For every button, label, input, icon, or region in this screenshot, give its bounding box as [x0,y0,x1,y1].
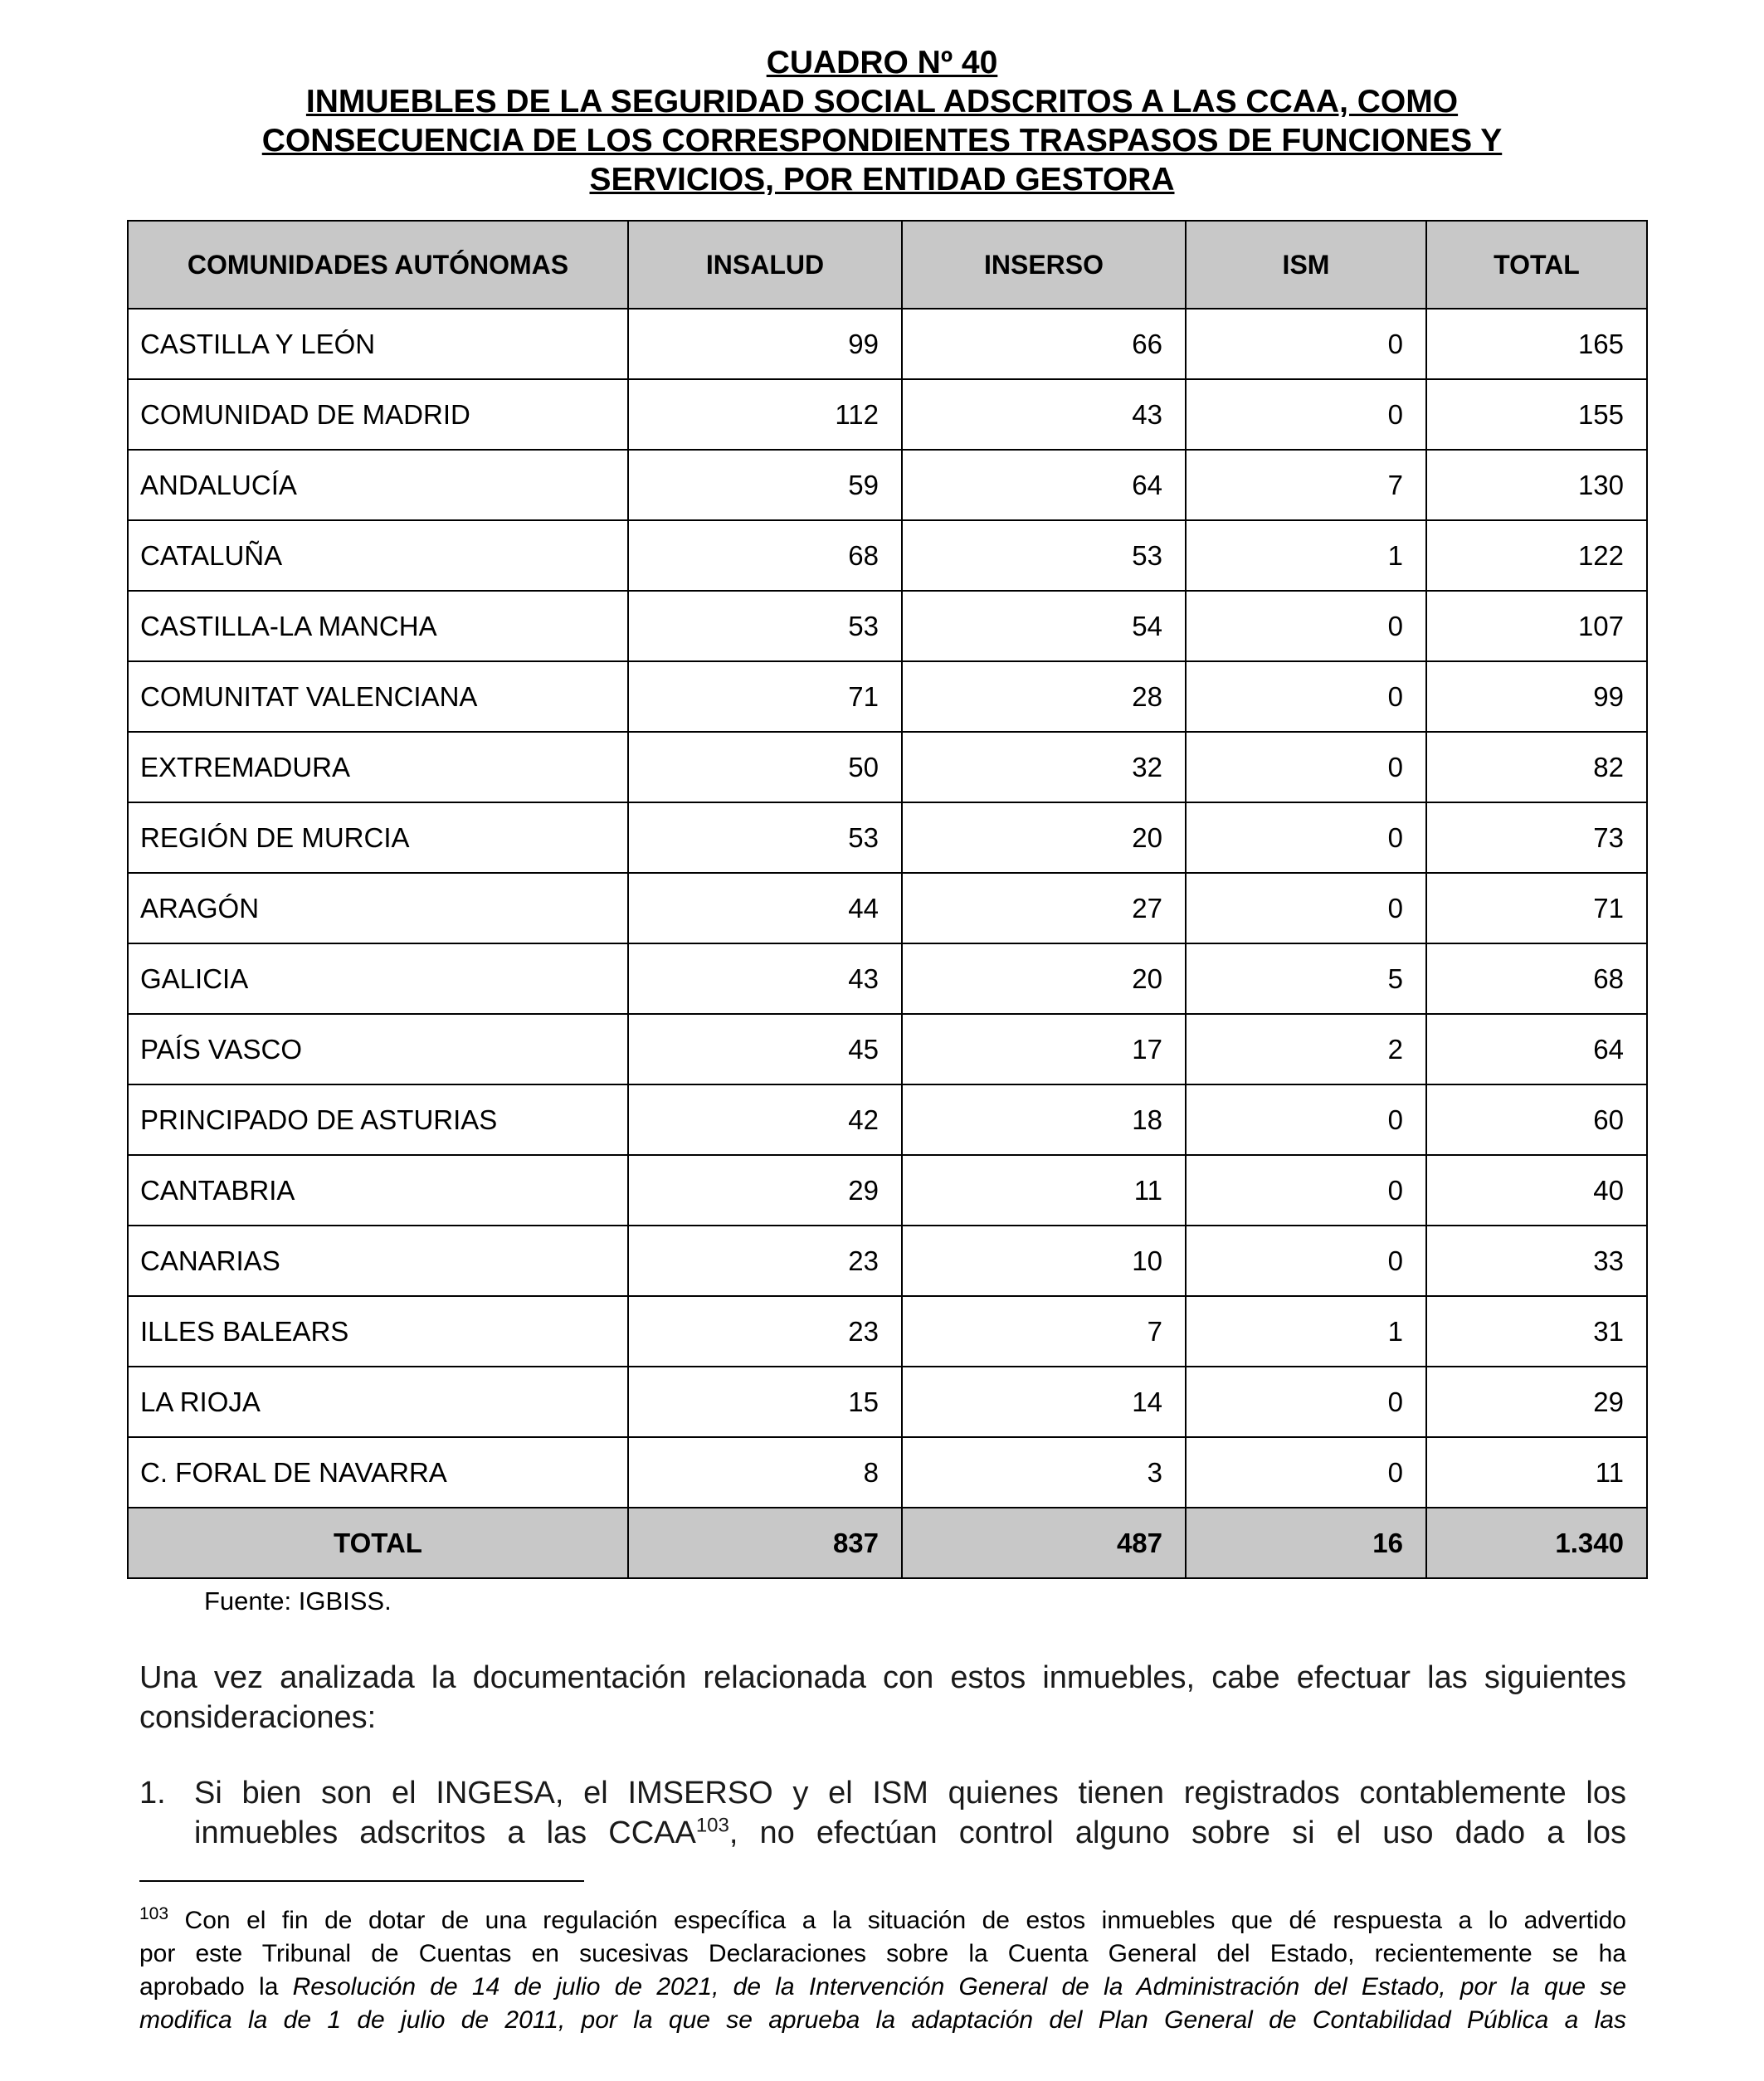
value-cell: 0 [1186,309,1426,379]
value-cell: 0 [1186,1437,1426,1508]
value-cell: 54 [902,591,1186,661]
table-row [128,1296,1647,1367]
paragraph-intro: Una vez analizada la documentación relacionada con estos inmuebles, cabe efectuar las siguientes consideraciones: [139,1660,1626,1735]
table-header-row [128,221,1647,309]
table-row [128,802,1647,873]
list-item-line-1: Si bien son el INGESA, el IMSERSO y el ISM quienes tienen registrados contablemente los [194,1776,1626,1811]
value-cell: 99 [628,309,902,379]
value-cell: 14 [902,1367,1186,1437]
value-cell: 8 [628,1437,902,1508]
region-name-cell: ARAGÓN [128,873,628,943]
table-total-row [128,1508,1647,1578]
value-cell: 0 [1186,591,1426,661]
value-cell: 28 [902,661,1186,732]
value-cell: 73 [1426,802,1647,873]
table-title [124,43,1640,199]
footnote-text-4: modifica la de 1 de julio de 2011, por la que se aprueba la adaptación del Plan General de Contabilidad Pública a las [139,2006,1626,2034]
table-row [128,1014,1647,1084]
value-cell: 17 [902,1014,1186,1084]
value-cell: 0 [1186,1226,1426,1296]
value-cell: 0 [1186,379,1426,450]
value-cell: 53 [628,802,902,873]
footnote-103 [139,1904,1626,2037]
value-cell: 29 [1426,1367,1647,1437]
footnote-ref[interactable]: 103 [695,1814,729,1837]
title-line-1: CUADRO Nº 40 [766,45,998,80]
value-cell: 11 [902,1155,1186,1226]
table-row [128,732,1647,802]
value-cell: 53 [628,591,902,661]
value-cell: 31 [1426,1296,1647,1367]
footnote-number: 103 [139,1904,169,1923]
value-cell: 107 [1426,591,1647,661]
value-cell: 165 [1426,309,1647,379]
table-row [128,1155,1647,1226]
value-cell: 43 [628,943,902,1014]
region-name-cell: LA RIOJA [128,1367,628,1437]
table-row [128,1367,1647,1437]
region-name-cell: PAÍS VASCO [128,1014,628,1084]
region-name-cell: EXTREMADURA [128,732,628,802]
value-cell: 43 [902,379,1186,450]
footnote-text-3a: aprobado la [139,1973,293,2001]
value-cell: 45 [628,1014,902,1084]
value-cell: 27 [902,873,1186,943]
value-cell: 64 [1426,1014,1647,1084]
footnote-line-4 [139,2004,1626,2037]
value-cell: 20 [902,802,1186,873]
table-row [128,873,1647,943]
value-cell: 112 [628,379,902,450]
value-cell: 32 [902,732,1186,802]
region-name-cell: CASTILLA Y LEÓN [128,309,628,379]
header-comunidades: COMUNIDADES AUTÓNOMAS [128,221,628,309]
header-ism: ISM [1186,221,1426,309]
value-cell: 1 [1186,520,1426,591]
value-cell: 33 [1426,1226,1647,1296]
value-cell: 0 [1186,1084,1426,1155]
value-cell: 5 [1186,943,1426,1014]
value-cell: 99 [1426,661,1647,732]
value-cell: 68 [1426,943,1647,1014]
region-name-cell: GALICIA [128,943,628,1014]
footnote-divider [139,1880,584,1882]
total-label: TOTAL [128,1508,628,1578]
header-total: TOTAL [1426,221,1647,309]
value-cell: 0 [1186,1367,1426,1437]
value-cell: 44 [628,873,902,943]
header-insalud: INSALUD [628,221,902,309]
value-cell: 7 [902,1296,1186,1367]
value-cell: 60 [1426,1084,1647,1155]
footnote-line-1 [139,1904,1626,1937]
footnote-line-2: por este Tribunal de Cuentas en sucesivas Declaraciones sobre la Cuenta General del Estado, recientemente se ha [139,1940,1626,1967]
table-row [128,379,1647,450]
value-cell: 50 [628,732,902,802]
header-inserso: INSERSO [902,221,1186,309]
list-item-number: 1. [139,1776,166,1811]
value-cell: 11 [1426,1437,1647,1508]
total-inserso: 487 [902,1508,1186,1578]
region-name-cell: PRINCIPADO DE ASTURIAS [128,1084,628,1155]
value-cell: 82 [1426,732,1647,802]
table-row [128,1226,1647,1296]
value-cell: 40 [1426,1155,1647,1226]
table-row [128,943,1647,1014]
value-cell: 3 [902,1437,1186,1508]
table-row [128,1437,1647,1508]
total-insalud: 837 [628,1508,902,1578]
value-cell: 130 [1426,450,1647,520]
total-ism: 16 [1186,1508,1426,1578]
region-name-cell: REGIÓN DE MURCIA [128,802,628,873]
list-item-text-line-2 [194,1813,1626,1853]
region-name-cell: ILLES BALEARS [128,1296,628,1367]
region-name-cell: COMUNIDAD DE MADRID [128,379,628,450]
footnote-text-3b: Resolución de 14 de julio de 2021, de la Intervención General de la Administración del Estado, por la que se [292,1973,1626,2001]
value-cell: 2 [1186,1014,1426,1084]
table-row [128,450,1647,520]
table-row [128,309,1647,379]
list-item-1 [139,1773,1626,1853]
value-cell: 18 [902,1084,1186,1155]
title-line-3: CONSECUENCIA DE LOS CORRESPONDIENTES TRASPASOS DE FUNCIONES Y [261,123,1503,158]
value-cell: 0 [1186,873,1426,943]
value-cell: 71 [1426,873,1647,943]
property-table [127,220,1648,1579]
region-name-cell: COMUNITAT VALENCIANA [128,661,628,732]
footnote-text-1: Con el fin de dotar de una regulación específica a la situación de estos inmuebles que dé respuesta a lo advertido [168,1907,1626,1934]
region-name-cell: C. FORAL DE NAVARRA [128,1437,628,1508]
footnote-line-3 [139,1971,1626,2004]
list-item-line-2a: inmuebles adscritos a las CCAA [194,1815,696,1850]
value-cell: 0 [1186,1155,1426,1226]
value-cell: 23 [628,1226,902,1296]
value-cell: 71 [628,661,902,732]
value-cell: 20 [902,943,1186,1014]
list-item-line-2b: , no efectúan control alguno sobre si el uso dado a los [729,1815,1626,1850]
table-row [128,591,1647,661]
table-row [128,1084,1647,1155]
value-cell: 122 [1426,520,1647,591]
value-cell: 66 [902,309,1186,379]
title-line-4: SERVICIOS, POR ENTIDAD GESTORA [589,162,1175,197]
value-cell: 64 [902,450,1186,520]
value-cell: 0 [1186,802,1426,873]
value-cell: 0 [1186,661,1426,732]
region-name-cell: CATALUÑA [128,520,628,591]
value-cell: 23 [628,1296,902,1367]
total-total: 1.340 [1426,1508,1647,1578]
value-cell: 155 [1426,379,1647,450]
region-name-cell: CANARIAS [128,1226,628,1296]
value-cell: 59 [628,450,902,520]
table-row [128,661,1647,732]
value-cell: 1 [1186,1296,1426,1367]
region-name-cell: CANTABRIA [128,1155,628,1226]
value-cell: 29 [628,1155,902,1226]
value-cell: 10 [902,1226,1186,1296]
region-name-cell: ANDALUCÍA [128,450,628,520]
table-row [128,520,1647,591]
value-cell: 53 [902,520,1186,591]
value-cell: 0 [1186,732,1426,802]
source-note: Fuente: IGBISS. [204,1586,392,1616]
list-item-text-line-1 [194,1773,1626,1813]
region-name-cell: CASTILLA-LA MANCHA [128,591,628,661]
value-cell: 7 [1186,450,1426,520]
value-cell: 42 [628,1084,902,1155]
value-cell: 15 [628,1367,902,1437]
value-cell: 68 [628,520,902,591]
title-line-2: INMUEBLES DE LA SEGURIDAD SOCIAL ADSCRITOS A LAS CCAA, COMO [305,84,1459,119]
